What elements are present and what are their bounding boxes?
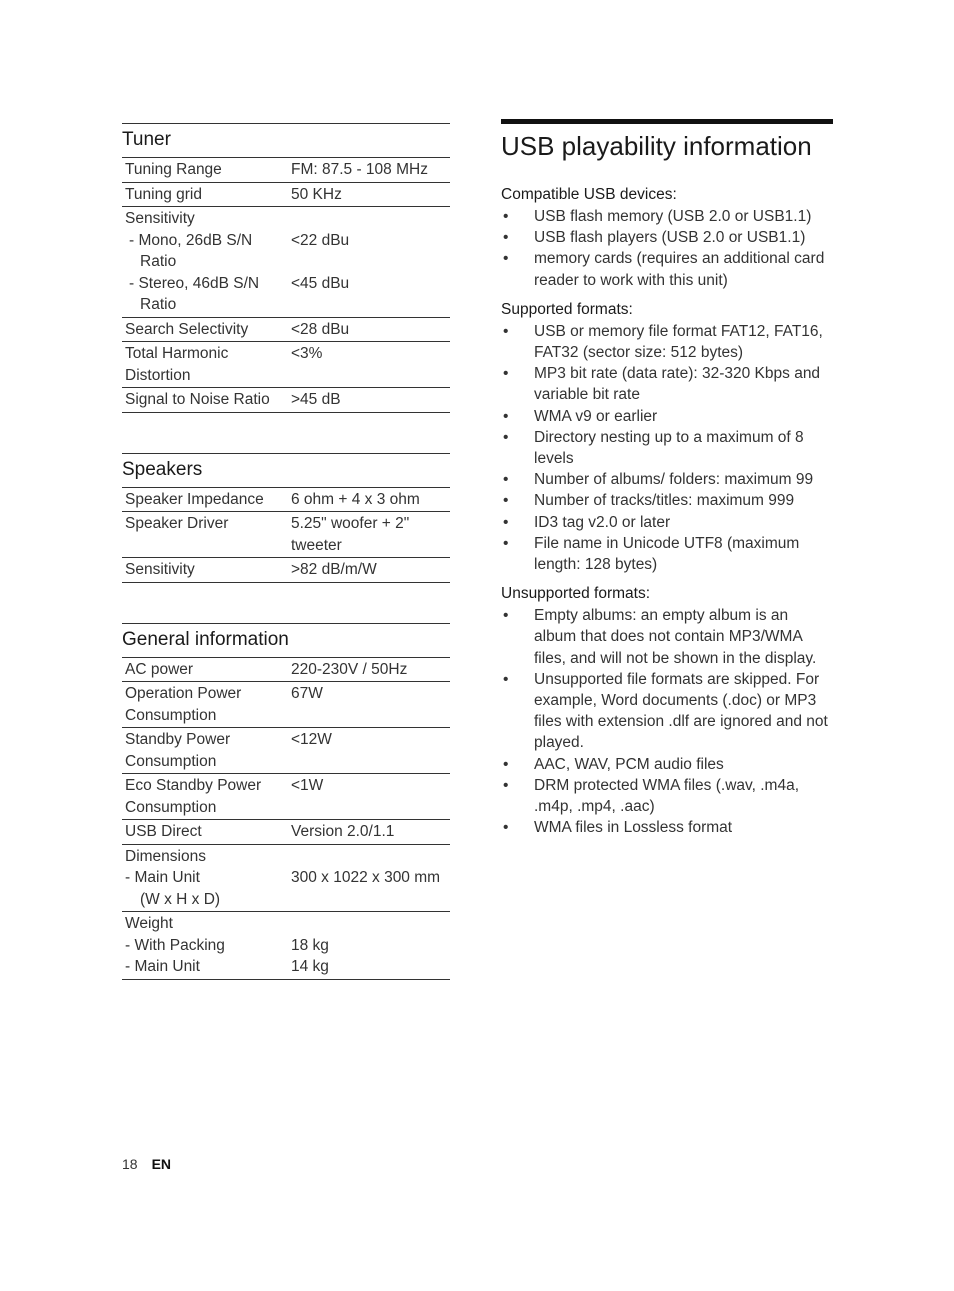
spec-value-line: 300 x 1022 x 300 mm <box>291 869 441 886</box>
spec-key-line: Sensitivity <box>125 210 195 227</box>
list-item: • USB or memory file format FAT12, FAT16, FAT32 (sector size: 512 bytes) <box>503 322 823 362</box>
bullet-icon: • <box>503 513 509 531</box>
table-row <box>122 512 450 558</box>
table-row <box>122 682 450 728</box>
bullet-icon: • <box>503 607 509 625</box>
spec-value-line: 14 kg <box>291 958 329 975</box>
spec-key: AC power <box>122 658 288 682</box>
spec-key: Tuning grid <box>122 182 288 207</box>
list-item: • WMA files in Lossless format <box>501 817 833 838</box>
bullet-icon: • <box>503 250 509 268</box>
list-item: • Number of albums/ folders: maximum 99 <box>501 469 833 490</box>
spec-value: 50 KHz <box>288 182 450 207</box>
tuner-table <box>122 158 450 413</box>
spec-value: <3% <box>288 342 450 388</box>
spec-key-line: Operation Power <box>125 685 242 702</box>
supported-list <box>501 321 833 575</box>
spec-value-line: <45 dBu <box>291 274 350 292</box>
spec-key <box>122 207 288 318</box>
spec-value <box>288 912 450 980</box>
table-row <box>122 844 450 912</box>
list-item: • Unsupported file formats are skipped. For example, Word documents (.doc) or MP3 files with extension .dlf are ignored and not played. <box>503 670 828 752</box>
bullet-icon: • <box>503 407 509 425</box>
spec-value: >82 dB/m/W <box>288 558 450 583</box>
spec-column <box>122 123 450 1020</box>
bullet-icon: • <box>503 229 509 247</box>
bullet-icon: • <box>503 776 509 794</box>
table-row <box>122 207 450 318</box>
table-row <box>122 558 450 583</box>
table-row <box>122 182 450 207</box>
spec-value <box>288 512 450 558</box>
spec-key <box>122 728 288 774</box>
section-heading: Speakers <box>122 453 450 488</box>
spec-key <box>122 912 288 980</box>
spec-value: <28 dBu <box>288 317 450 342</box>
spec-value <box>288 844 450 912</box>
bullet-icon: • <box>503 492 509 510</box>
spec-value-line: <22 dBu <box>291 231 350 249</box>
spec-key: Sensitivity <box>122 558 288 583</box>
spec-value: >45 dB <box>288 388 450 413</box>
spec-key: USB Direct <box>122 820 288 845</box>
spec-key-line: Dimensions <box>125 847 206 865</box>
spec-key-line: - With Packing <box>125 936 225 954</box>
list-item: • MP3 bit rate (data rate): 32-320 Kbps and variable bit rate <box>503 365 821 404</box>
list-item: • Number of tracks/titles: maximum 999 <box>501 490 833 511</box>
page-footer <box>122 1156 171 1172</box>
spec-value <box>288 207 450 318</box>
table-row <box>122 658 450 682</box>
group-title: Compatible USB devices: <box>501 186 677 203</box>
bullet-icon: • <box>503 534 509 552</box>
spec-key-line: Eco Standby Power <box>125 777 262 794</box>
spec-value: 67W <box>288 682 450 728</box>
table-row <box>122 388 450 413</box>
spec-key-line: - Main Unit <box>125 958 200 975</box>
speakers-section <box>122 453 450 583</box>
table-row <box>122 342 450 388</box>
spec-key-line: Ratio <box>140 296 177 313</box>
bullet-icon: • <box>503 819 509 837</box>
group-title: Supported formats: <box>501 300 633 318</box>
list-item: • AAC, WAV, PCM audio files <box>501 754 833 775</box>
spec-key: Search Selectivity <box>122 317 288 342</box>
spec-key-line: Total Harmonic <box>125 345 229 362</box>
spec-key <box>122 342 288 388</box>
list-item: • USB flash memory (USB 2.0 or USB1.1) <box>501 206 833 227</box>
bullet-icon: • <box>503 755 509 773</box>
page-title: USB playability information <box>501 119 833 164</box>
spec-key-line: Standby Power <box>125 731 231 748</box>
spec-key-line: - Stereo, 46dB S/N <box>129 274 260 292</box>
list-item: • Directory nesting up to a maximum of 8 levels <box>503 428 804 468</box>
table-row <box>122 158 450 182</box>
spec-value-line: 18 kg <box>291 936 329 954</box>
bullet-icon: • <box>503 208 509 225</box>
spec-value: FM: 87.5 - 108 MHz <box>288 158 450 182</box>
spec-key-line: Consumption <box>125 752 217 770</box>
spec-key: Speaker Impedance <box>122 488 288 512</box>
spec-key-line: Weight <box>125 915 173 932</box>
table-row <box>122 912 450 980</box>
list-item: • memory cards (requires an additional card reader to work with this unit) <box>503 250 825 289</box>
section-heading: General information <box>122 623 450 658</box>
usb-column <box>501 119 833 846</box>
list-item: • DRM protected WMA files (.wav, .m4a, .m4p, .mp4, .aac) <box>503 776 799 816</box>
spec-value: <12W <box>288 728 450 774</box>
spec-key-line: Consumption <box>125 706 217 724</box>
section-heading: Tuner <box>122 123 450 158</box>
group-title: Unsupported formats: <box>501 585 651 603</box>
bullet-icon: • <box>503 428 509 446</box>
table-row <box>122 488 450 512</box>
compatible-list <box>501 206 833 291</box>
table-row <box>122 728 450 774</box>
spec-value: <1W <box>288 774 450 820</box>
list-item: • WMA v9 or earlier <box>501 406 833 427</box>
bullet-icon: • <box>503 365 509 383</box>
spec-key-line: - Mono, 26dB S/N <box>129 231 253 249</box>
speakers-table <box>122 488 450 583</box>
spec-key: Tuning Range <box>122 158 288 182</box>
list-item: • File name in Unicode UTF8 (maximum length: 128 bytes) <box>503 534 800 574</box>
bullet-icon: • <box>503 322 509 340</box>
list-item: • ID3 tag v2.0 or later <box>501 512 833 533</box>
table-row <box>122 774 450 820</box>
spec-key <box>122 682 288 728</box>
general-section <box>122 623 450 980</box>
list-item: • Empty albums: an empty album is an album that does not contain MP3/WMA files, and will not be shown in the display. <box>503 607 817 667</box>
spec-key-line: - Main Unit <box>125 869 200 886</box>
unsupported-list <box>501 605 833 838</box>
spec-value: 6 ohm + 4 x 3 ohm <box>288 488 450 512</box>
spec-key <box>122 774 288 820</box>
spec-value-line: 5.25" woofer + 2" <box>291 515 410 532</box>
language-code: EN <box>151 1156 172 1172</box>
table-row <box>122 317 450 342</box>
spec-key-line: Distortion <box>125 366 191 384</box>
table-row <box>122 820 450 845</box>
spec-value: Version 2.0/1.1 <box>288 820 450 845</box>
spec-key <box>122 844 288 912</box>
spec-key: Signal to Noise Ratio <box>122 388 288 413</box>
spec-value: 220-230V / 50Hz <box>288 658 450 682</box>
tuner-section <box>122 123 450 413</box>
spec-key: Speaker Driver <box>122 512 288 558</box>
list-item: • USB flash players (USB 2.0 or USB1.1) <box>501 227 833 248</box>
spec-key-line: Consumption <box>125 798 217 816</box>
spec-value-line: tweeter <box>291 536 342 554</box>
general-table <box>122 658 450 980</box>
spec-key-line: Ratio <box>140 253 177 270</box>
spec-key-line: (W x H x D) <box>140 890 221 908</box>
bullet-icon: • <box>503 471 509 489</box>
bullet-icon: • <box>503 670 509 688</box>
page-number: 18 <box>122 1156 138 1172</box>
